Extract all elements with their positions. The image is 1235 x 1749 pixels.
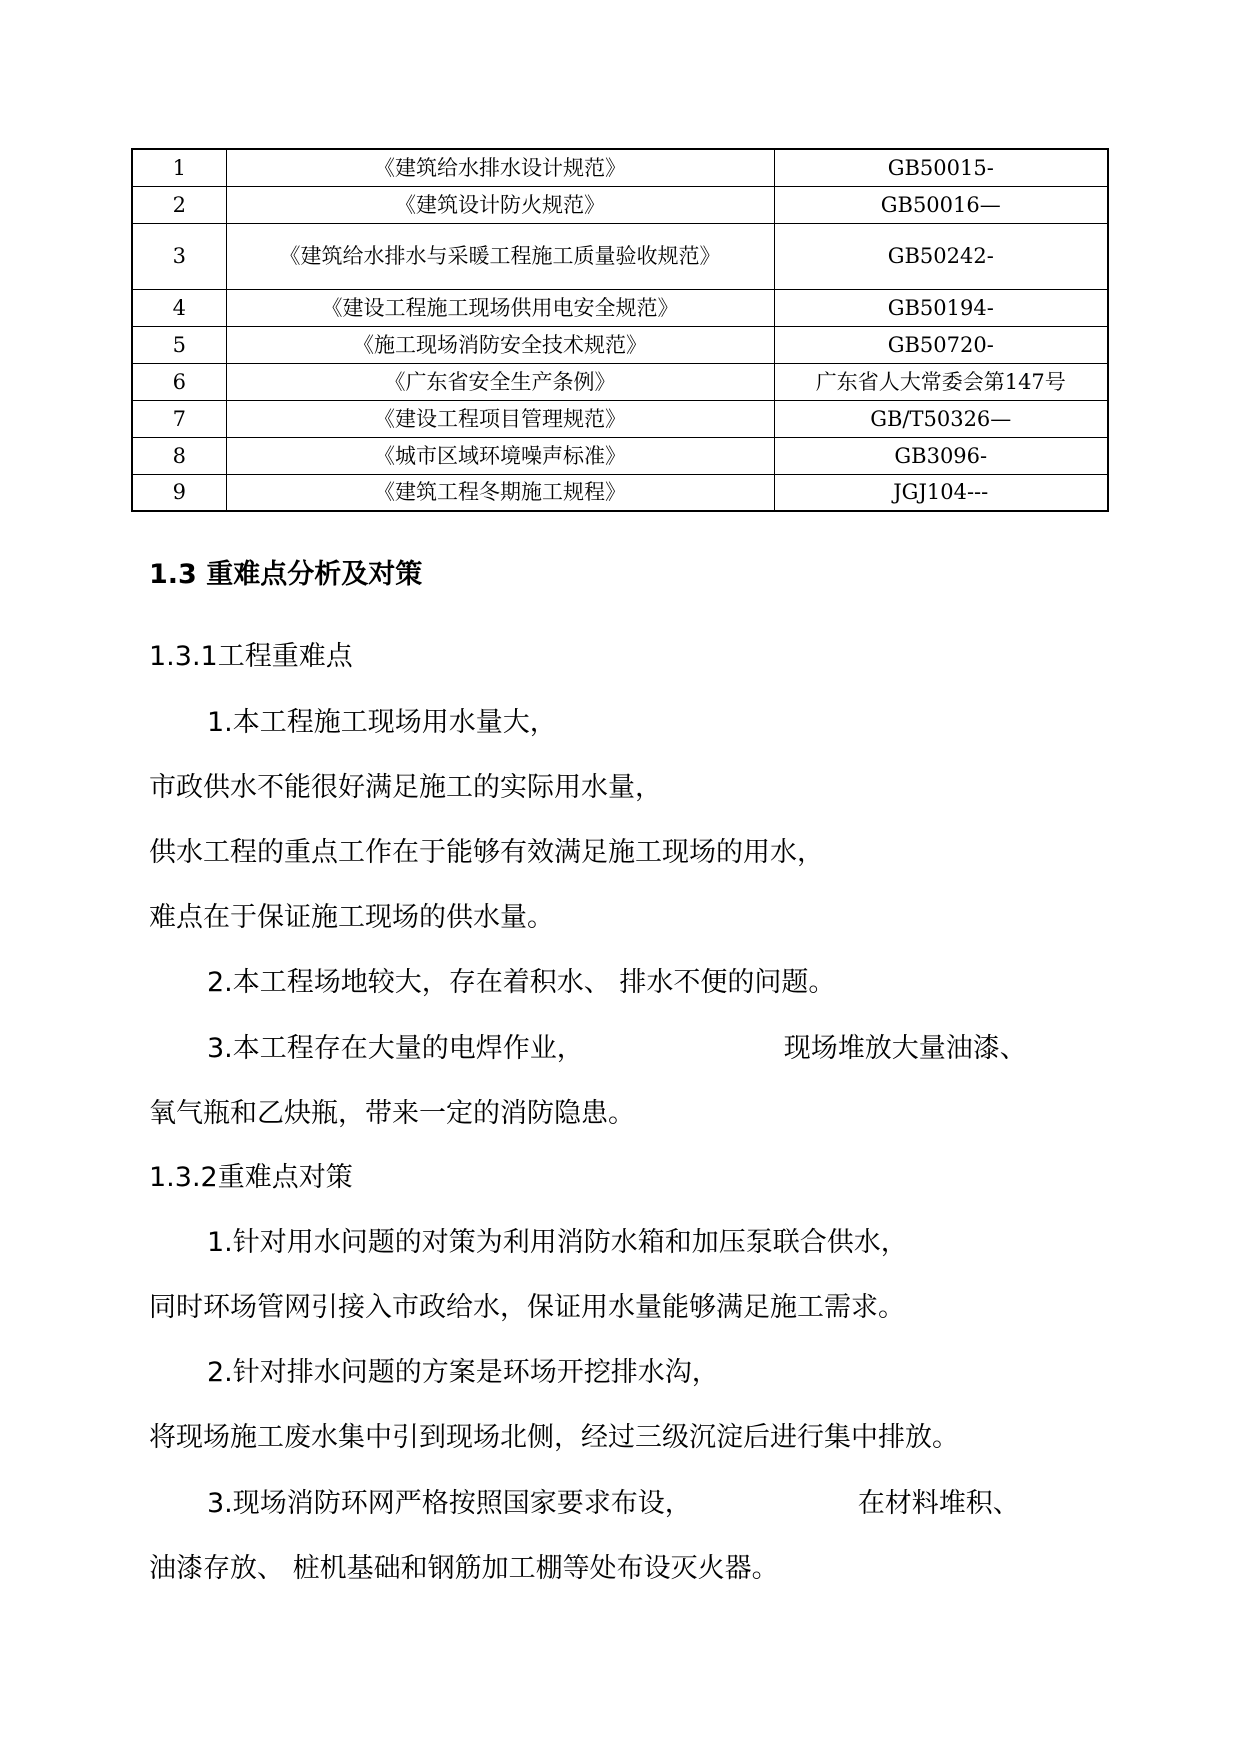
paragraph-line: 同时环场管网引接入市政给水，保证用水量能够满足施工需求。	[149, 1292, 905, 1323]
paragraph-line: 油漆存放、 桩机基础和钢筋加工棚等处布设灭火器。	[149, 1553, 779, 1584]
standard-code: GB/T50326—	[774, 400, 1108, 437]
standard-code: JGJ104---	[774, 474, 1108, 511]
table-row	[132, 400, 1108, 437]
table-row	[132, 149, 1108, 186]
row-number: 9	[132, 474, 226, 511]
table-row	[132, 223, 1108, 289]
table-row	[132, 363, 1108, 400]
table-row	[132, 326, 1108, 363]
paragraph-line: 2.本工程场地较大，存在着积水、 排水不便的问题。	[207, 967, 836, 998]
paragraph-fragment: 3.现场消防环网严格按照国家要求布设，	[207, 1488, 692, 1519]
row-number: 4	[132, 289, 226, 326]
paragraph-line: 1.本工程施工现场用水量大，	[207, 707, 557, 738]
paragraph-line: 将现场施工废水集中引到现场北侧，经过三级沉淀后进行集中排放。	[149, 1422, 959, 1453]
paragraph-line: 氧气瓶和乙炔瓶，带来一定的消防隐患。	[149, 1098, 635, 1129]
paragraph-fragment: 3.本工程存在大量的电焊作业，	[207, 1033, 584, 1064]
standard-code: GB50015-	[774, 149, 1108, 186]
paragraph-fragment: 现场堆放大量油漆、	[783, 1033, 1027, 1064]
row-number: 5	[132, 326, 226, 363]
table-row	[132, 474, 1108, 511]
paragraph-line: 1.针对用水问题的对策为利用消防水箱和加压泵联合供水，	[207, 1227, 908, 1258]
table-row	[132, 289, 1108, 326]
standard-name: 《广东省安全生产条例》	[226, 363, 774, 400]
standard-code: GB50194-	[774, 289, 1108, 326]
paragraph-line: 难点在于保证施工现场的供水量。	[149, 902, 554, 933]
subsection-heading-1: 1.3.1工程重难点	[149, 641, 353, 672]
standard-name: 《建筑给水排水设计规范》	[226, 149, 774, 186]
standard-code: GB50720-	[774, 326, 1108, 363]
standard-name: 《建设工程项目管理规范》	[226, 400, 774, 437]
row-number: 6	[132, 363, 226, 400]
standard-code: GB50016—	[774, 186, 1108, 223]
standard-name: 《城市区域环境噪声标准》	[226, 437, 774, 474]
table-row	[132, 437, 1108, 474]
row-number: 8	[132, 437, 226, 474]
section-heading: 1.3 重难点分析及对策	[149, 559, 423, 590]
standard-name: 《建筑设计防火规范》	[226, 186, 774, 223]
paragraph-line	[207, 1481, 1020, 1520]
standard-code: GB50242-	[774, 223, 1108, 289]
standard-code: 广东省人大常委会第147号	[774, 363, 1108, 400]
row-number: 2	[132, 186, 226, 223]
paragraph-fragment: 在材料堆积、	[857, 1488, 1020, 1519]
standard-name: 《建设工程施工现场供用电安全规范》	[226, 289, 774, 326]
subsection-heading-2: 1.3.2重难点对策	[149, 1162, 353, 1193]
table-row	[132, 186, 1108, 223]
standard-code: GB3096-	[774, 437, 1108, 474]
standard-name: 《建筑工程冬期施工规程》	[226, 474, 774, 511]
standard-name: 《施工现场消防安全技术规范》	[226, 326, 774, 363]
paragraph-line: 市政供水不能很好满足施工的实际用水量，	[149, 772, 662, 803]
row-number: 3	[132, 223, 226, 289]
paragraph-line: 2.针对排水问题的方案是环场开挖排水沟，	[207, 1357, 719, 1388]
paragraph-line	[207, 1026, 1027, 1065]
row-number: 7	[132, 400, 226, 437]
standard-name: 《建筑给水排水与采暖工程施工质量验收规范》	[226, 223, 774, 289]
paragraph-line: 供水工程的重点工作在于能够有效满足施工现场的用水，	[149, 837, 824, 868]
standards-table	[131, 148, 1109, 512]
row-number: 1	[132, 149, 226, 186]
